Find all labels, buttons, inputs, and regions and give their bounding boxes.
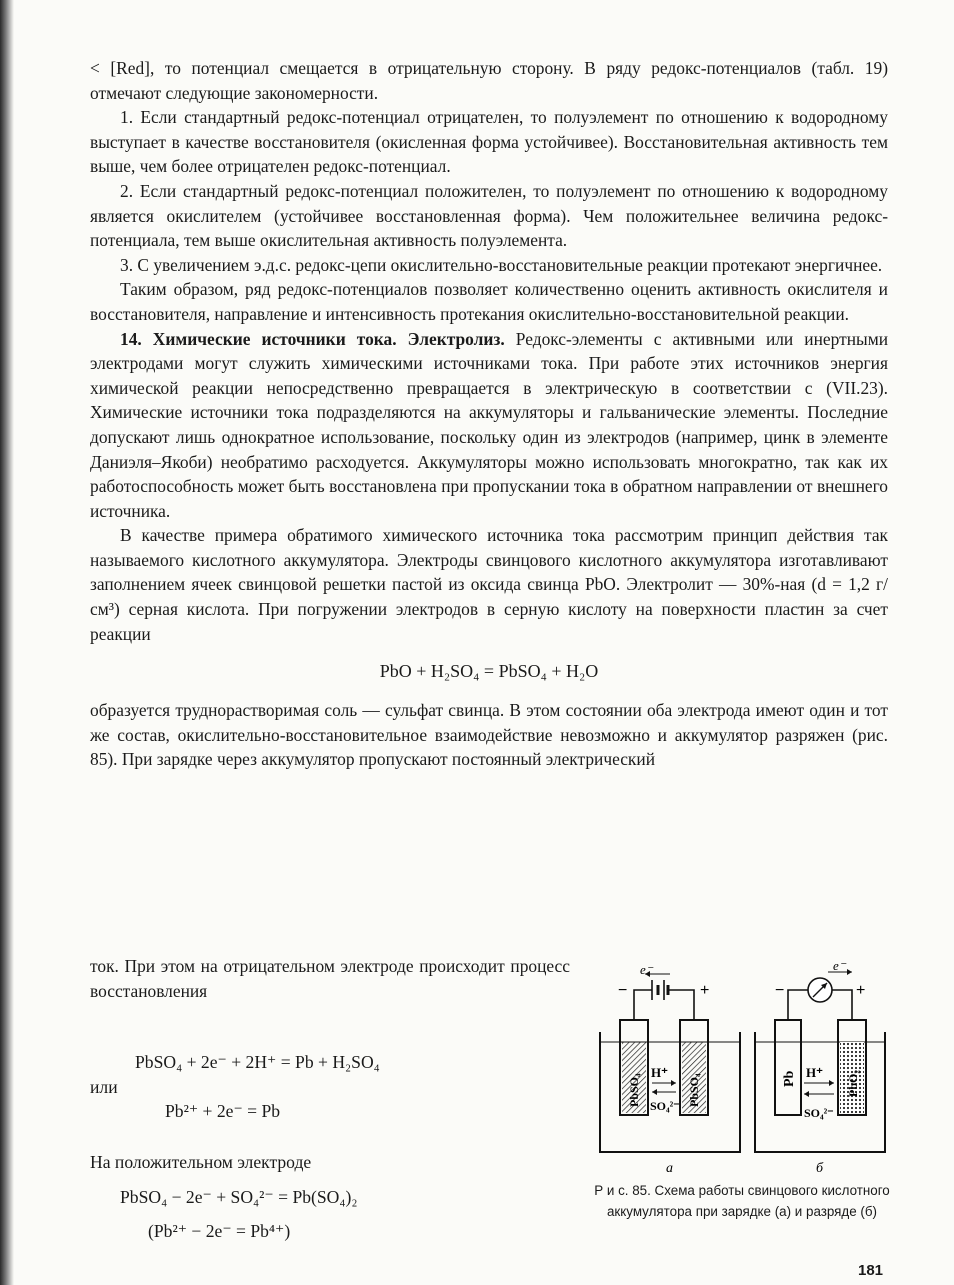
wrapped-text: ток. При этом на отрицательном электроде происходит процесс восстановления [90, 956, 570, 1001]
equation-3: Pb²⁺ + 2e⁻ = Pb [165, 1101, 281, 1121]
paragraph-rule-1: 1. Если стандартный редокс-потенциал отрицателен, то полуэлемент по отношению к водородному выступает в качестве восстановителя (окисленная форма устойчивее). Восстановительная активность тем выше, чем более отрицателен редокс-потенциал. [90, 107, 888, 177]
paragraph-example: В качестве примера обратимого химического источника тока рассмотрим принцип действия так называемого кислотного аккумулятора. Электроды свинцового кислотного аккумулятора изготавливают заполнением ячеек свинцовой решетки пастой из оксида свинца PbO. Электролит — 30%-ная (d = 1,2 г/см³) серная кислота. При погружении электродов в серную кислоту на поверхности пластин за счет реакции [90, 525, 888, 644]
figure-85-diagram [590, 962, 890, 1182]
paragraph-rule-3: 3. С увеличением э.д.с. редокс-цепи окислительно-восстановительные реакции протекают энергичнее. [120, 254, 883, 275]
cell-a-plus: + [700, 982, 710, 999]
page-number: 181 [858, 1262, 884, 1279]
positive-electrode-text: На положительном электроде [90, 1152, 312, 1172]
cell-b-label: б [816, 1161, 824, 1176]
section-text: Редокс-элементы с активными или инертными электродами могут служить химическими источниками тока. При работе этих источников энергия химической реакции непосредственно превращается в электрическую в соответствии с (VII.23). Химические источники тока подразделяются на аккумуляторы и гальванические элементы. Последние допускают лишь однократное использование, поскольку один из электродов (например, цинк в элементе Даниэля–Якоби) необратимо расходуется. Аккумуляторы можно использовать многократно, так как их работоспособность может быть восстановлена при пропускании тока в обратном направлении от внешнего источника. [90, 328, 888, 521]
cell-b-h-ion: H⁺ [806, 1065, 823, 1080]
cell-a-h-ion: H⁺ [651, 1065, 668, 1080]
cell-b-so4-ion: SO₄²⁻ [804, 1106, 834, 1120]
figure-caption: Р и с. 85. Схема работы свинцового кислотного аккумулятора при зарядке (а) и разряде (б) [594, 1183, 890, 1219]
main-text [90, 56, 888, 772]
equation-2: PbSO₄ + 2e⁻ + 2H⁺ = Pb + H₂SO₄ [135, 1052, 380, 1072]
book-binding-shadow [0, 0, 14, 1285]
cell-a-label: а [666, 1161, 673, 1176]
paragraph-after-eq1: образуется труднорастворимая соль — сульфат свинца. В этом состоянии оба электрода имеют один и тот же состав, окислительно-восстановительное взаимодействие невозможно и аккумулятор разряжен (рис. 85). При зарядке через аккумулятор пропускают постоянный электрический [90, 700, 888, 770]
cell-b-left-label: Pb [782, 1070, 797, 1087]
paragraph-summary: Таким образом, ряд редокс-потенциалов позволяет количественно оценить активность окислителя и восстановителя, направление и интенсивность протекания окислительно-восстановительной реакции. [90, 279, 888, 324]
cell-b [755, 962, 885, 1176]
equation-4: PbSO₄ − 2e⁻ + SO₄²⁻ = Pb(SO₄)₂ [120, 1187, 358, 1207]
or-word: или [90, 1077, 118, 1097]
cell-a-minus: − [618, 982, 628, 999]
equation-1: PbO + H₂SO₄ = PbSO₄ + H₂O [379, 661, 599, 682]
equation-5: (Pb²⁺ − 2e⁻ = Pb⁴⁺) [148, 1221, 291, 1241]
paragraph-continued: < [Red], то потенциал смещается в отрицательную сторону. В ряду редокс-потенциалов (табл. 19) отмечают следующие закономерности. [90, 58, 888, 103]
section-heading: 14. Химические источники тока. Электролиз. [120, 328, 505, 349]
cell-b-minus: − [775, 982, 785, 999]
cell-a-electron-label: e⁻ [640, 962, 653, 977]
cell-a [600, 962, 740, 1176]
cell-b-left-electrode [775, 1020, 801, 1115]
cell-a-right-label: PbSO₄ [687, 1073, 701, 1107]
cell-b-plus: + [856, 982, 866, 999]
cell-a-left-label: PbSO₄ [627, 1073, 641, 1107]
section-14-paragraph [90, 327, 888, 524]
cell-b-electron-label: e⁻ [833, 962, 846, 973]
cell-b-right-label: PbO₂ [846, 1070, 860, 1097]
paragraph-rule-2: 2. Если стандартный редокс-потенциал положителен, то полуэлемент по отношению к водородному является окислителем (устойчивее восстановленная форма). Чем положительнее величина редокс-потенциала, тем выше окислительная активность полуэлемента. [90, 180, 888, 251]
cell-a-so4-ion: SO₄²⁻ [650, 1099, 680, 1113]
